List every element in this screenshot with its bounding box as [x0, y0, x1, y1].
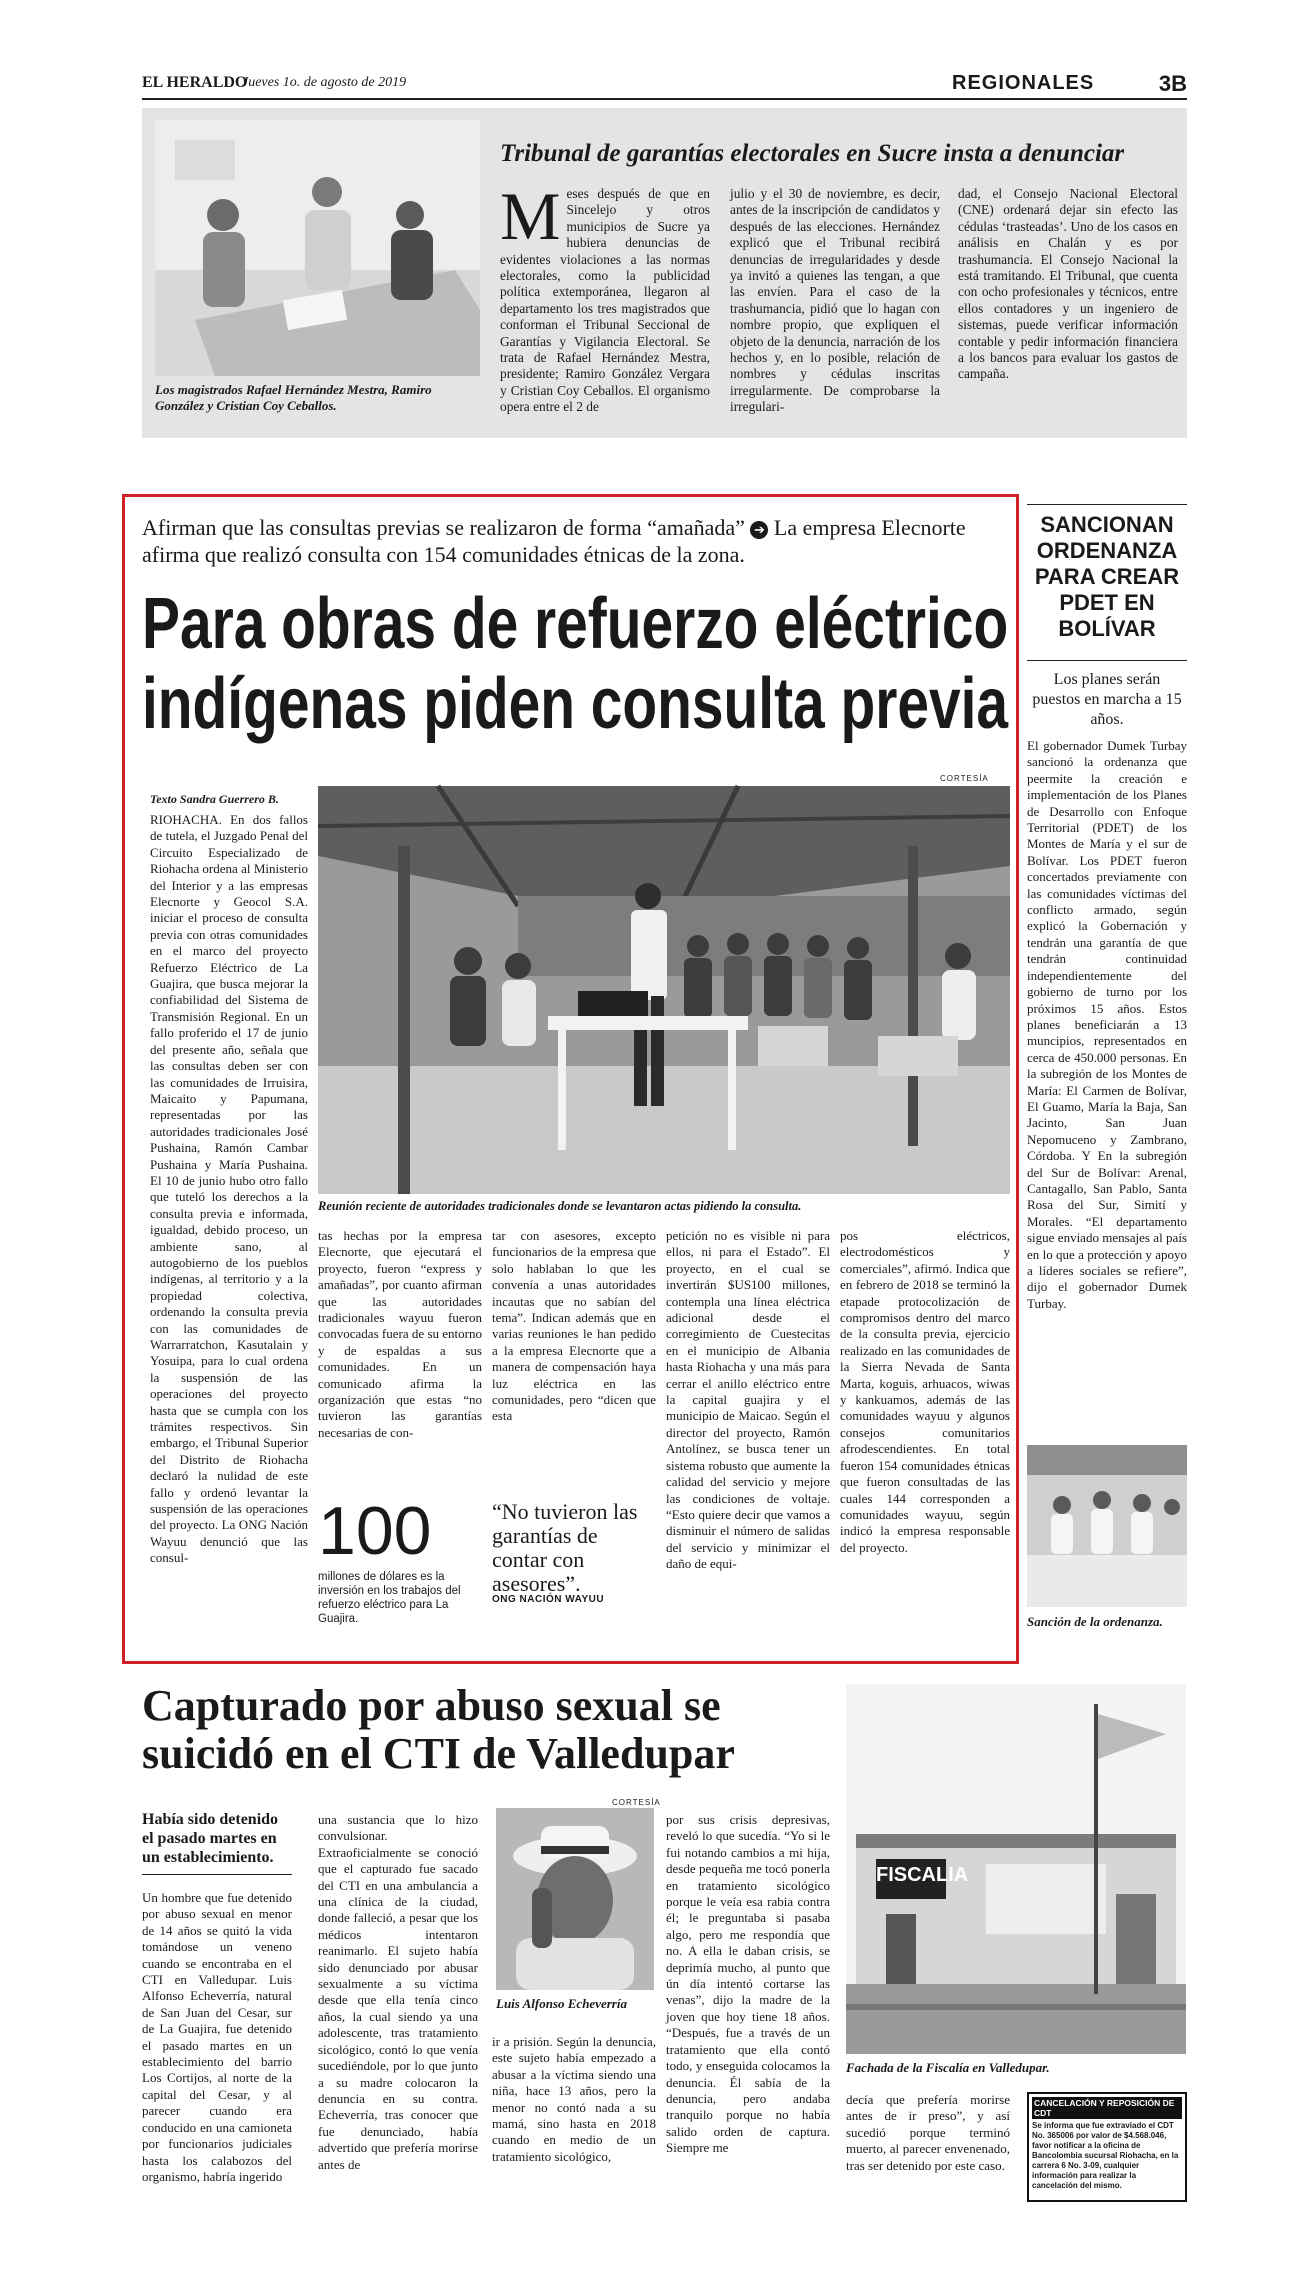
- pull-quote: “No tuvieron las garantías de contar con asesores”.: [492, 1499, 638, 1596]
- fiscalia-sign: FISCALIA: [876, 1864, 969, 1886]
- bottom-headline: [142, 1682, 842, 1778]
- bottom-col-4: [666, 1812, 830, 2260]
- bottom-text-4: por sus crisis depresivas, reveló lo que sucedía. “Yo si le fui notando cambios a mi hija, desde pequeña me tocó ponerla en tratamiento sicológico porque le veía esa rabia contra él; le preguntaba si pasaba algo, pero me respondía que no. A ella le daban crisis, se deprimía mucho, al punto que ún día intentó cortarse las venas”, dijo la madre de la joven que hoy tiene 18 años. “Después, fue a través de un tratamiento que ella contó todo, y enseguida colocamos la denuncia. Él sabía de la denuncia, pero andaba tranquilo porque no había salido orden de captura. Siempre me: [666, 1812, 830, 2156]
- main-col-2: [318, 1228, 482, 1440]
- ordinance-photo: [1027, 1445, 1187, 1607]
- main-col-3: [492, 1228, 656, 1424]
- main-byline: Texto Sandra Guerrero B.: [150, 792, 279, 806]
- bottom-headline-line-2: suicidó en el CTI de Valledupar: [142, 1729, 735, 1778]
- fiscalia-photo-caption: Fachada de la Fiscalía en Valledupar.: [846, 2060, 1050, 2075]
- main-photo-credit: CORTESÍA: [940, 774, 989, 783]
- main-text-1: RIOHACHA. En dos fallos de tutela, el Juzgado Penal del Circuito Especializado de Riohacha ordena al Ministerio del Interior y a las empresas Elecnorte y Geocol S.A. iniciar el proceso de consulta previa con otras comunidades en el marco del proyecto Refuerzo Eléctrico de La Guajira, que busca mejorar la confiabilidad del Sistema de Transmisión Regional. En un fallo proferido el 17 de junio del presente año, señala que las consultas deben ser con las comunidades de Irruisira, Maicaito y Papumana, representadas por las autoridades tradicionales José Pushaina, Ramón Cambar Pushaina y María Pushaina. El 10 de junio hubo otro fallo que tuteló los derechos a la consulta previa e informada, igualdad, debido proceso, un ambiente sano, al autogobierno de los pueblos indígenas, al territorio y a la propiedad colectiva, ordenando la consulta previa con las comunidades de Warrarratchon, Kasutalain y Yosuipa, para lo cual ordena la suspensión de las operaciones del proyecto hasta que se cumpla con los trámites respectivos. Sin embargo, el Tribunal Superior del Distrito de Riohacha declaró la nulidad de este fallo y ordenó levantar la suspensión de las operaciones del proyecto. La ONG Nación Wayuu denunció que las consul-: [150, 812, 308, 1566]
- main-col-1: [150, 812, 308, 1650]
- main-headline-line-1: Para obras de refuerzo eléctrico: [142, 584, 1009, 664]
- tribunal-photo: [155, 120, 480, 376]
- section-name: REGIONALES: [952, 72, 1095, 94]
- top-story-text-3: dad, el Consejo Nacional Electoral (CNE) ordenará dejar sin efecto las cédulas ‘trasteadas’. Uno de los casos en análisis en Chalán y es por trashumancia. El Consejo Nacional la está tramitando. El Tribunal, que cuenta con ocho profesionales y técnicos, entre ellos contadores y un ingeniero de sistemas, puede verificar información contable y pedir información financiera a los bancos para evaluar los gastos de campaña.: [958, 186, 1178, 382]
- fiscalia-photo: [846, 1684, 1186, 2054]
- tribunal-photo-caption: Los magistrados Rafael Hernández Mestra, Ramiro González y Cristian Coy Ceballos.: [155, 382, 432, 413]
- arrow-icon: ➔: [750, 521, 768, 539]
- meeting-photo: [318, 786, 1010, 1194]
- side-headline-text: SANCIONAN ORDENANZA PARA CREAR PDET EN BOLÍVAR: [1034, 512, 1180, 641]
- portrait-credit: CORTESÍA: [612, 1798, 661, 1807]
- top-story-text-2: julio y el 30 de noviembre, es decir, antes de la inscripción de candidatos y después de las elecciones. Hernández explicó que el Tribunal recibirá denuncias de irregularidades y desde ya invitó a quienes las tengan, a que las envíen. Para el caso de la trashumancia, pidió que lo hagan con nombre propio, que expliquen el objeto de la denuncia, narración de los hechos y, en lo posible, relación de nombres y cédulas inscritas irregularmente. De comprobarse la irregulari-: [730, 186, 940, 415]
- meeting-photo-caption: Reunión reciente de autoridades tradicionales donde se levantaron actas pidiendo la consulta.: [318, 1199, 802, 1213]
- bottom-text-5: decía que prefería morirse antes de ir preso”, y así sucedió porque terminó muerto, al parecer envenenado, tras ser detenido por este caso.: [846, 2092, 1010, 2173]
- side-body-text: El gobernador Dumek Turbay sancionó la ordenanza que peermite la creación e implementación de los Planes de Desarrollo con Enfoque Territorial (PDET) de los Montes de María y el sur de Bolívar. Los PDET fueron concertados previamente con las comunidades víctimas del conflicto armado, según explicó la Gobernación y tendrán una garantía de que tendrán continuidad independientemente del gobierno de turno por los próximos 15 años. Estos planes beneficiarán a 13 muncipios, representados en cerca de 450.000 personas. En la subregión de los Montes de María: El Carmen de Bolívar, El Guamo, María la Baja, San Jacinto, San Juan Nepomuceno y Zambrano, Córdoba. Y En la subregión del Sur de Bolívar: Arenal, Cantagallo, San Pablo, Santa Rosa del Sur, Simití y Morales. “El departamento sigue enviado mensajes al país en lo que a protección y apoyo a líderes sociales se refiere”, dijo el gobernador Dumek Turbay.: [1027, 738, 1187, 1311]
- side-headline: [1027, 512, 1187, 642]
- cdt-notice-body: Se informa que fue extraviado el CDT No. 365006 por valor de $4.568.046, favor notificar a la oficina de Bancolombia sucursal Riohacha, en la carrera 6 No. 3-09, cualquier información para realizar la cancelación del mismo.: [1032, 2121, 1179, 2190]
- bottom-col-5: [846, 2092, 1010, 2260]
- stat-number: 100: [318, 1493, 432, 1569]
- side-top-rule: [1027, 504, 1187, 505]
- main-kicker: [142, 514, 1012, 568]
- top-story-text-1: eses después de que en Sincelejo y otros municipios de Sucre ya hubiera denuncias de evidentes violaciones a las normas electorales, como la publicidad política extemporánea, llegaron al departamento los tres magistrados que conforman el Tribunal Seccional de Garantías y Vigilancia Electoral. Se trata de Rafael Hernández Mestra, presidente; Ramiro González Vergara y Cristian Coy Ceballos. El organismo opera entre el 2 de: [500, 186, 710, 415]
- top-story-col-1: [500, 178, 710, 426]
- paper-name: EL HERALDO: [142, 74, 248, 91]
- main-headline: [142, 584, 1022, 764]
- bottom-deck: Había sido detenido el pasado martes en un establecimiento.: [142, 1811, 279, 1866]
- pull-quote-source: ONG NACIÓN WAYUU: [492, 1594, 605, 1605]
- side-headline-rule: [1027, 660, 1187, 661]
- bottom-col-2: [318, 1812, 478, 2260]
- cdt-notice-title: CANCELACIÓN Y REPOSICIÓN DE CDT: [1032, 2097, 1182, 2119]
- ordinance-photo-caption: Sanción de la ordenanza.: [1027, 1614, 1163, 1629]
- bottom-col-1: [142, 1890, 292, 2260]
- bottom-col-3: [492, 2034, 656, 2260]
- portrait-photo: [496, 1808, 654, 1990]
- main-kicker-1: Afirman que las consultas previas se realizaron de forma “amañada”: [142, 515, 745, 540]
- portrait-caption: Luis Alfonso Echeverría: [496, 1996, 627, 2011]
- header-rule: [142, 98, 1187, 100]
- page-number: 3B: [1158, 71, 1187, 96]
- bottom-headline-line-1: Capturado por abuso sexual se: [142, 1681, 721, 1730]
- side-deck: Los planes serán puestos en marcha a 15 años.: [1032, 671, 1182, 728]
- stat-text: millones de dólares es la inversión en los trabajos del refuerzo eléctrico para La Guajira.: [318, 1571, 461, 1625]
- header-date: Jueves 1o. de agosto de 2019: [242, 75, 407, 90]
- main-text-4: petición no es visible ni para ellos, ni para el Estado”. El proyecto, en el cual se invertirán $US100 millones, contempla una línea eléctrica adicional desde el corregimiento de Cuestecitas en el municipio de Albania hasta Riohacha y una más para cerrar el anillo eléctrico entre la capital guajira y el municipio de Maicao. Según el director del proyecto, Ramón Antolínez, se busca tener un sistema robusto que aumente la calidad del servicio y mejore las condiciones de voltaje. “Esto quiere decir que vamos a disminuir el número de salidas del servicio y minimizar el daño de equi-: [666, 1228, 830, 1572]
- main-col-5: [840, 1228, 1010, 1650]
- page-header: [142, 70, 1187, 96]
- main-kicker-2: La empresa Elecnorte afirma que realizó consulta con 154 comunidades étnicas de la zona.: [142, 515, 966, 567]
- main-col-4: [666, 1228, 830, 1650]
- top-story-col-3: [958, 186, 1178, 426]
- bottom-text-3: ir a prisión. Según la denuncia, este sujeto había empezado a abusar a la víctima siendo una niña, hace 13 años, pero la menor no contó nada a su mamá, sino hasta en 2018 cuando en medio de un tratamiento sicológico,: [492, 2034, 656, 2164]
- main-text-2: tas hechas por la empresa Elecnorte, que ejecutará el proyecto, fueron “express y amañadas”, por cuanto afirman que las autoridades tradicionales wayuu fueron convocadas fuera de su entorno y de espaldas a sus comunidades. En un comunicado afirma la organización que estas “no tuvieron las garantías necesarias de con-: [318, 1228, 482, 1440]
- top-story-col-2: [730, 186, 940, 426]
- bottom-deck-rule: [142, 1874, 292, 1875]
- side-body: [1027, 738, 1187, 1438]
- main-headline-line-2: indígenas piden consulta previa: [142, 664, 1009, 744]
- bottom-text-2: una sustancia que lo hizo convulsionar. Extraoficialmente se conoció que el capturado fue sacado del CTI en una ambulancia a una clínica de la ciudad, donde falleció, a pesar que los médicos intentaron reanimarlo. El sujeto había sido denunciado por abusar sexualmente a su víctima desde que ella tenía cinco años, la cual siendo ya una adolescente, tras tratamiento sicológico, contó lo que venía sucediéndole, por lo que junto a su madre colocaron la denuncia en su contra. Echeverría, tras conocer que fue denunciado, había advertido que prefería morirse antes de: [318, 1812, 478, 2172]
- dropcap-letter: M: [500, 178, 561, 254]
- main-text-5: pos eléctricos, electrodomésticos y comerciales”, afirmó. Indica que en febrero de 2018 se terminó la etapade protocolización de compromisos dentro del marco de la consulta previa, ejercicio realizado en las comunidades de la Sierra Nevada de Santa Marta, koguis, arhuacos, wiwas y kankuamos, además de las comunidades wayuu y algunos consejos comunitarios afrodescendientes. En total fueron 154 comunidades étnicas que fueron consultadas de las cuales 144 corresponden a comunidades wayuu, según indicó la empresa responsable del proyecto.: [840, 1228, 1010, 1555]
- bottom-text-1: Un hombre que fue detenido por abuso sexual en menor de 14 años se quitó la vida tomándose un veneno cuando se encontraba en el CTI en Valledupar. Luis Alfonso Echeverría, natural de San Juan del Cesar, sur de La Guajira, fue detenido el pasado martes en un establecimiento del barrio Los Cortijos, al norte de la capital del Cesar, y al parecer cuando era conducido en una camioneta por funcionarios judiciales hasta los calabozos del organismo, habría ingerido: [142, 1890, 292, 2184]
- main-text-3: tar con asesores, excepto funcionarios de la empresa que solo hablaban lo que les convenía a unas autoridades incautas que no sabían del tema”. Indican además que en varias reuniones le han pedido a la empresa Elecnorte que a manera de compensación haya luz eléctrica en las comunidades, pero “dicen que esta: [492, 1228, 656, 1424]
- cdt-notice: [1027, 2092, 1187, 2202]
- top-story-headline: Tribunal de garantías electorales en Sucre insta a denunciar: [500, 140, 1125, 167]
